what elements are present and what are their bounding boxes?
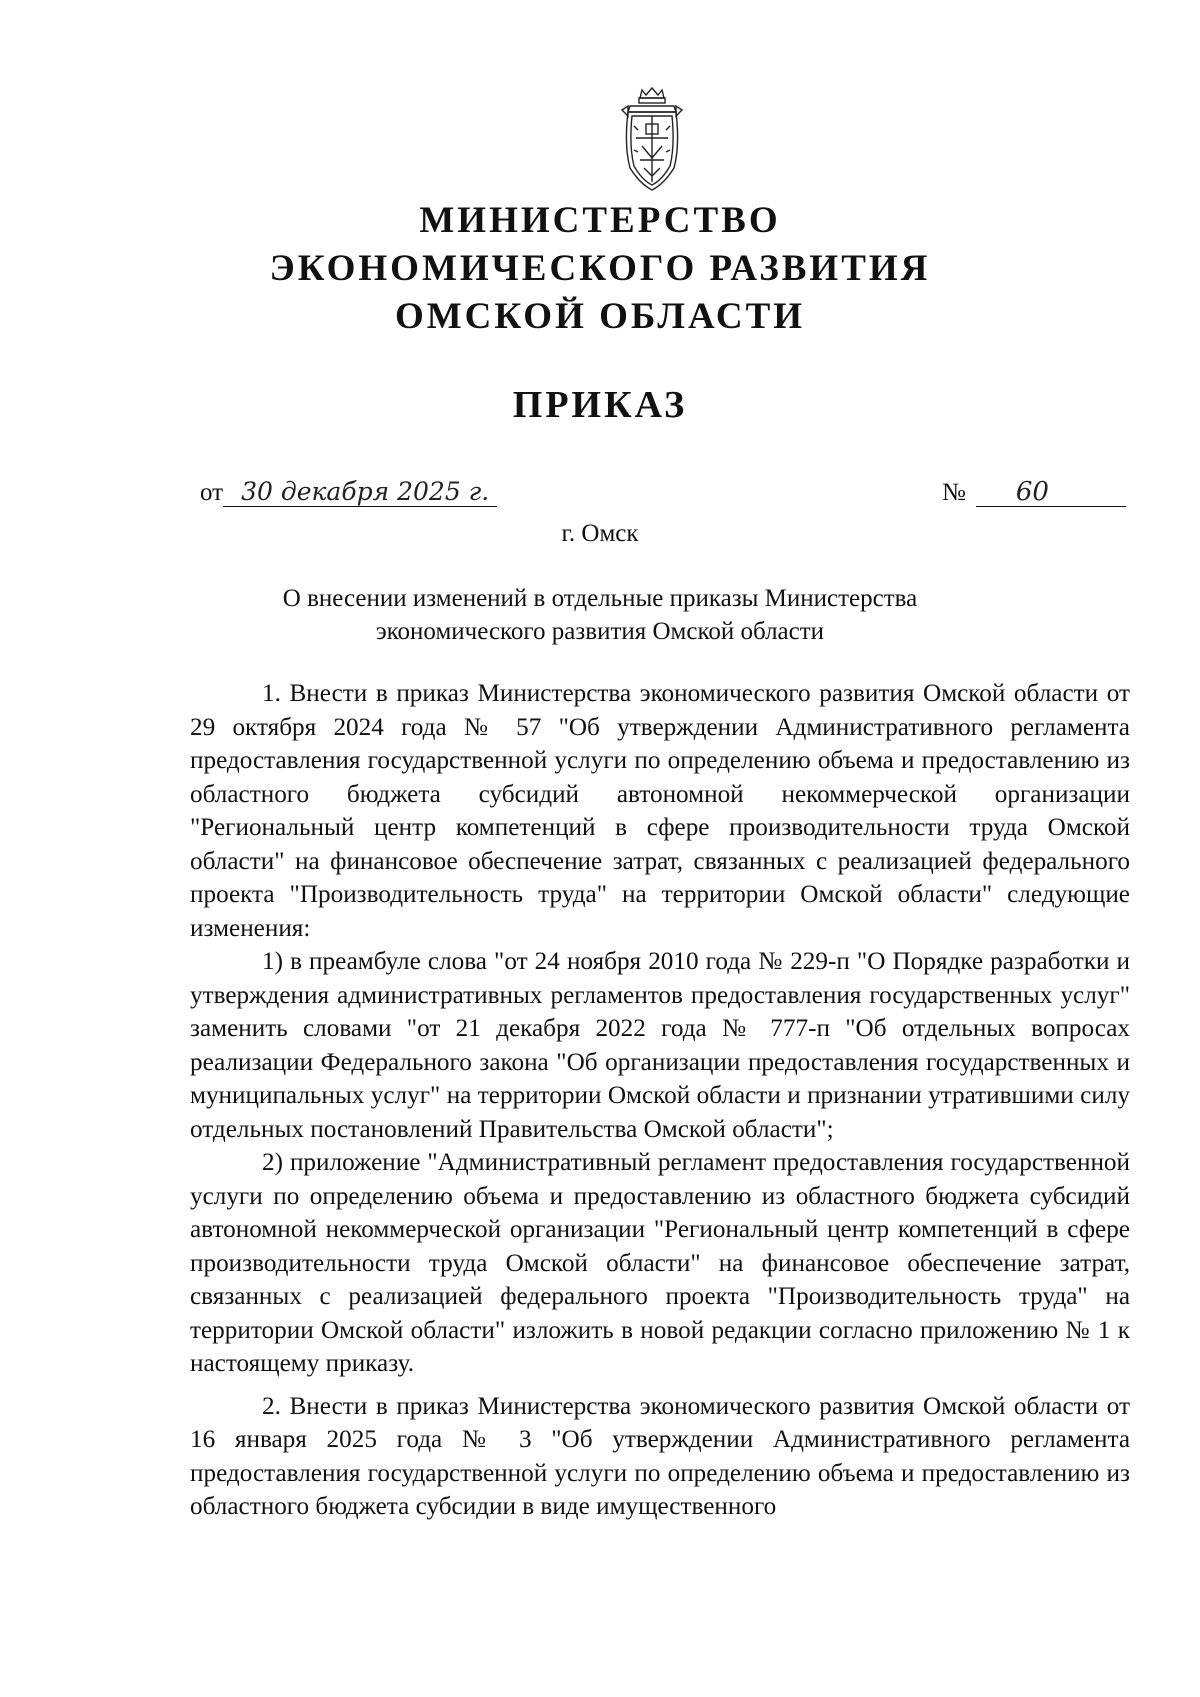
city-label: г. Омск [561, 520, 639, 547]
subject-line-2: экономического развития Омской области [375, 618, 825, 645]
coat-of-arms-emblem [618, 86, 686, 194]
number-prefix: № [942, 479, 966, 506]
paragraph-item-2: 2. Внести в приказ Министерства экономического развития Омской области от 16 января 2025 года № 3 "Об утверждении Административного регламента предоставления государственной услуги по определению объема и предоставлению из областного бюджета субсидии в виде имущественного [190, 1392, 1130, 1520]
ministry-name-line-3: ОМСКОЙ ОБЛАСТИ [394, 296, 806, 337]
order-number-line [942, 478, 1126, 507]
document-type-title: ПРИКАЗ [512, 384, 688, 426]
paragraph-item-1: 1. Внести в приказ Министерства экономического развития Омской области от 29 октября 2024 года № 57 "Об утверждении Административного регламента предоставления государственной услуги по определению объема и предоставлению из областного бюджета субсидий автономной некоммерческой организации "Региональный центр компетенций в сфере производительности труда Омской области" на финансовое обеспечение затрат, связанных с реализацией федерального проекта "Производительность труда" на территории Омской области" следующие изменения: [190, 680, 1130, 942]
ministry-name-line-2: ЭКОНОМИЧЕСКОГО РАЗВИТИЯ [269, 248, 931, 289]
date-prefix: от [200, 479, 224, 506]
paragraph-item-1-1: 1) в преамбуле слова "от 24 ноября 2010 года № 229-п "О Порядке разработки и утверждения административных регламентов предоставления государственных услуг" заменить словами "от 21 декабря 2022 года № 777-п "Об отдельных вопросах реализации Федерального закона "Об организации предоставления государственных и муниципальных услуг" на территории Омской области и признании утратившими силу отдельных постановлений Правительства Омской области"; [190, 948, 1130, 1143]
handwritten-date: 30 декабря 2025 г. [223, 478, 497, 507]
order-body [190, 677, 1130, 1524]
order-date-line [200, 478, 497, 507]
subject-line-1: О внесении изменений в отдельные приказы Министерства [282, 585, 918, 612]
handwritten-number: 60 [976, 478, 1126, 507]
paragraph-item-1-2: 2) приложение "Административный регламент предоставления государственной услуги по определению объема и предоставлению из областного бюджета субсидий автономной некоммерческой организации "Региональный центр компетенций в сфере производительности труда Омской области" на финансовое обеспечение затрат, связанных с реализацией федерального проекта "Производительность труда" на территории Омской области" изложить в новой редакции согласно приложению № 1 к настоящему приказу. [190, 1149, 1130, 1377]
order-subject [0, 582, 1200, 648]
ministry-name-line-1: МИНИСТЕРСТВО [419, 200, 781, 241]
